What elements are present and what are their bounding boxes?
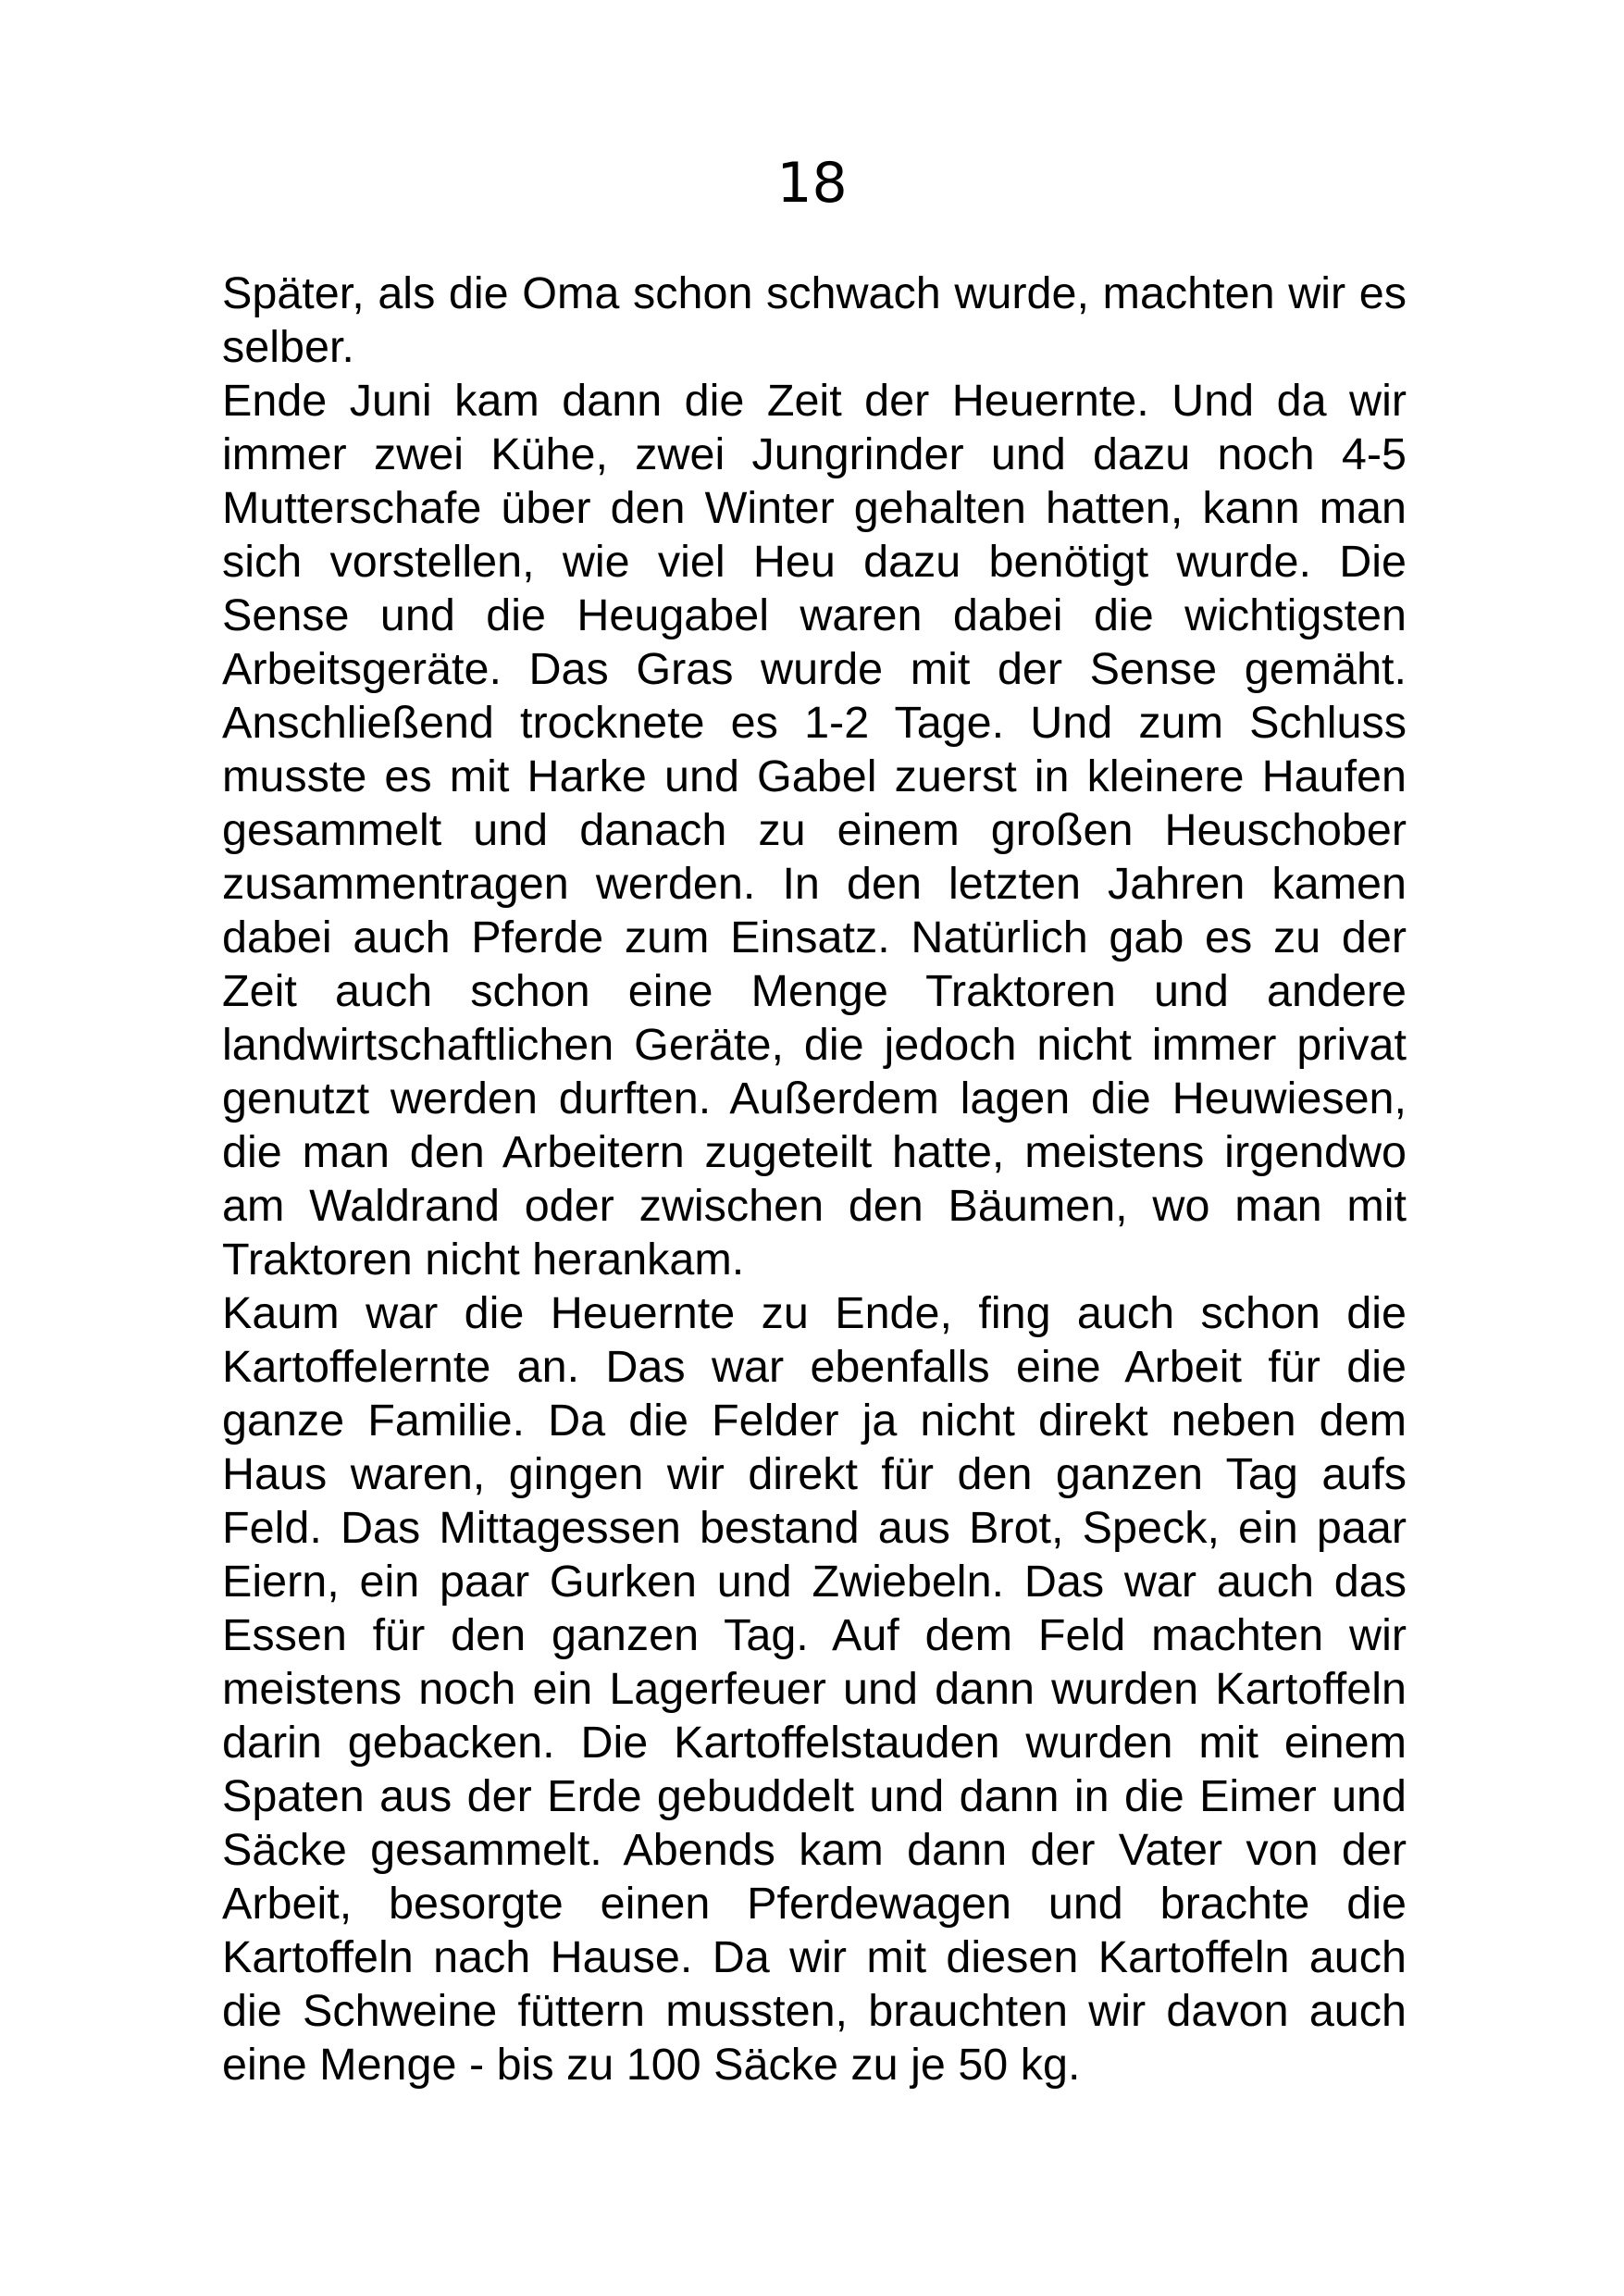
body-text [222, 267, 1407, 2091]
paragraph-1: Später, als die Oma schon schwach wurde, machten wir es selber. [222, 268, 1407, 372]
paragraph-2: Ende Juni kam dann die Zeit der Heuernte. Und da wir immer zwei Kühe, zwei Jungrinder und dazu noch 4-5 Mutterschafe über den Winter gehalten hatten, kann man sich vorstellen, wie viel Heu dazu benötigt wurde. Die Sense und die Heugabel waren dabei die wichtigsten Arbeitsgeräte. Das Gras wurde mit der Sense gemäht. Anschließend trocknete es 1-2 Tage. Und zum Schluss musste es mit Harke und Gabel zuerst in kleinere Haufen gesammelt und danach zu einem großen Heuschober zusammentragen werden. In den letzten Jahren kamen dabei auch Pferde zum Einsatz. Natürlich gab es zu der Zeit auch schon eine Menge Traktoren und andere landwirtschaftlichen Geräte, die jedoch nicht immer privat genutzt werden durften. Außerdem lagen die Heuwiesen, die man den Arbeitern zugeteilt hatte, meistens irgendwo am Waldrand oder zwischen den Bäumen, wo man mit Traktoren nicht herankam. [222, 376, 1407, 1285]
page-number: 18 [776, 151, 848, 216]
paragraph-3: Kaum war die Heuernte zu Ende, fing auch schon die Kartoffelernte an. Das war ebenfalls eine Arbeit für die ganze Familie. Da die Felder ja nicht direkt neben dem Haus waren, gingen wir direkt für den ganzen Tag aufs Feld. Das Mittagessen bestand aus Brot, Speck, ein paar Eiern, ein paar Gurken und Zwiebeln. Das war auch das Essen für den ganzen Tag. Auf dem Feld machten wir meistens noch ein Lagerfeuer und dann wurden Kartoffeln darin gebacken. Die Kartoffelstauden wurden mit einem Spaten aus der Erde gebuddelt und dann in die Eimer und Säcke gesammelt. Abends kam dann der Vater von der Arbeit, besorgte einen Pferdewagen und brachte die Kartoffeln nach Hause. Da wir mit diesen Kartoffeln auch die Schweine füttern mussten, brauchten wir davon auch eine Menge - bis zu 100 Säcke zu je 50 kg. [222, 1288, 1407, 2090]
